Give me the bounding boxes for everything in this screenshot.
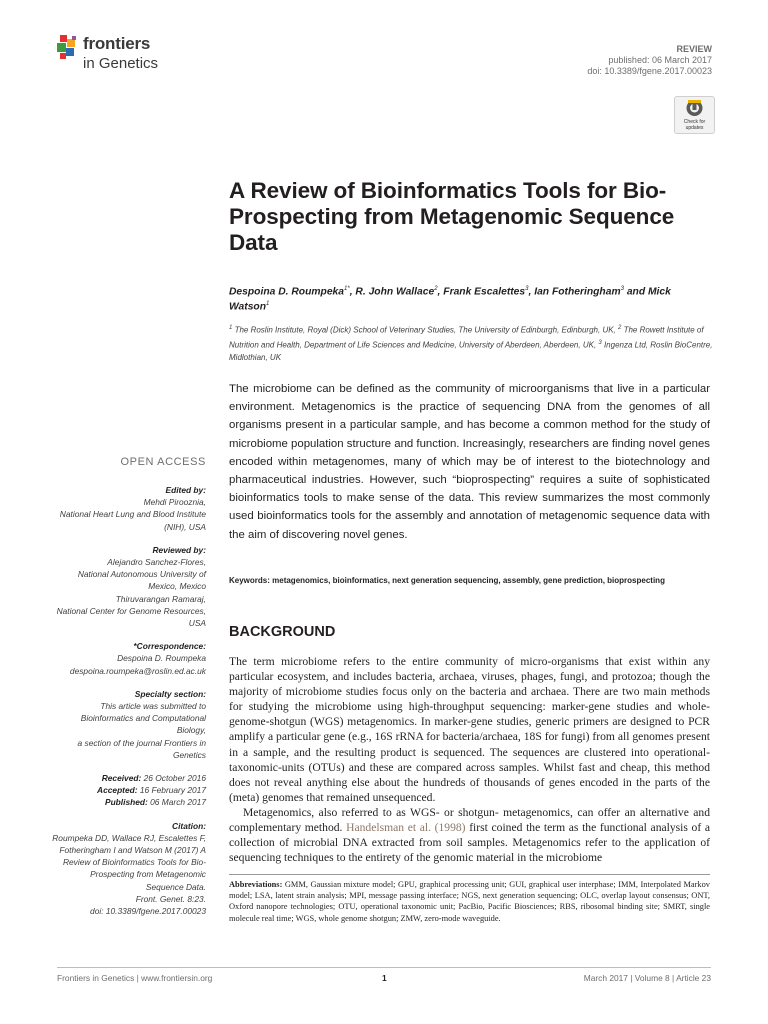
abbreviations: [229, 879, 710, 924]
journal-name-line2: in Genetics: [83, 55, 159, 72]
affil-sup: 1: [229, 325, 233, 331]
affil-sup: 2: [618, 325, 622, 331]
frontiers-logo-icon: [57, 35, 79, 61]
author-sup: 3: [525, 286, 529, 292]
author-name[interactable]: Mick Watson: [229, 286, 671, 313]
badge-line1: Check for: [683, 119, 706, 125]
author-sup: 1: [266, 301, 270, 308]
received-row: [52, 772, 206, 784]
article-sidebar: [52, 456, 206, 917]
author-separator: ,: [528, 286, 535, 298]
reviewer-affiliation: National Autonomous University of Mexico, Mexico: [77, 569, 206, 592]
keywords: [229, 575, 710, 586]
affiliation-1: The Roslin Institute, Royal (Dick) School of Veterinary Studies, The University of Edinburgh, Edinburgh, UK,: [232, 325, 618, 335]
reviewed-by-label: Reviewed by:: [152, 544, 206, 555]
abbreviations-text: GMM, Gaussian mixture model; GPU, graphical processing unit; GUI, graphical user interphase; IMM, Interpolated Markov model; LSA, latent strain analysis; MPI, message passing interface; NGS, next generation sequencing; OLC, overlap layout consensus; ONT, Oxford nanopore technologies; OTU, operational taxonomic unit; PacBio, Pacific Biosciences; RBS, ribosomal binding site; SMRT, single molecule real time; WGS, whole genome shotgun; ZMW, zero-mode waveguide.: [229, 880, 710, 923]
specialty-label: Specialty section:: [134, 688, 206, 699]
footer-divider: [57, 967, 711, 968]
journal-name-line1: frontiers: [83, 34, 151, 53]
author-sup: 3: [620, 286, 624, 292]
footer-issue: March 2017 | Volume 8 | Article 23: [583, 973, 711, 983]
author-list: [229, 283, 709, 314]
author-separator: and: [623, 286, 648, 298]
footer-journal[interactable]: Frontiers in Genetics | www.frontiersin.org: [57, 973, 213, 983]
author-name[interactable]: R. John Wallace: [355, 286, 435, 298]
abstract: The microbiome can be defined as the community of microorganisms that live in a particular environment. Metagenomics is the practice of sequencing DNA from the genomes of all organisms present in a particular sample, and has become a common method for the study of microbiome population structure and function. Increasingly, researchers are finding novel genes encoded within metagenomes, many of which may be of interest to the biotechnology and pharmaceutical industries. However, such “bioprospecting” requires a suite of sophisticated bioinformatics tools to make sense of the data. This review summarizes the most commonly used bioinformatics tools for the assembly and annotation of metagenomic sequence data with the aim of discovering novel genes.: [229, 383, 710, 541]
correspondence-name: Despoina D. Roumpeka: [117, 653, 206, 664]
abbreviations-label: Abbreviations:: [229, 880, 283, 889]
citation-journal: Front. Genet. 8:23.: [135, 893, 206, 904]
author-name[interactable]: Frank Escalettes: [443, 286, 526, 298]
badge-line2: updates: [685, 125, 704, 131]
keywords-label: Keywords:: [229, 576, 270, 585]
editor-affiliation: National Heart Lung and Blood Institute (NIH), USA: [59, 509, 206, 532]
reviewer-name: Thiruvarangan Ramaraj,: [115, 593, 206, 604]
published-date: published: 06 March 2017: [608, 55, 712, 65]
published-label: Published:: [104, 797, 148, 808]
body-paragraph-1: The term microbiome refers to the entire community of micro-organisms that exist within any particular ecosystem, and includes bacteria, archaea, viruses, phages, fungi, and protozoa; though the majority of microbiome studies focus only on the bacteria and archaea. There are two main methods for studying the microbiome using high-throughput sequencing: marker-gene studies and whole-genome-shotgun (WGS) metagenomics. In marker-gene studies, generic primers are designed to PCR amplify a particular gene (e.g., 16S rRNA for bacteria/archaea, 18S for fungi) from all genomes present in a sample, and the resulting product is sequenced. The sequences are clustered into operational-taxonomic-units (OTUs) and these are compared across samples. Whilst fast and cheap, this method does not reveal anything else about the hundreds of thousands of genes encoded in the parts of the (meta) genomes that remained unsequenced.: [229, 655, 710, 804]
body-paragraph-2: [229, 805, 710, 865]
affiliation-2: The Rowett Institute of Nutrition and Health, Department of Life Sciences and Medicine, University of Aberdeen, Aberdeen, UK,: [229, 325, 704, 350]
citation-doi[interactable]: doi: 10.3389/fgene.2017.00023: [90, 906, 206, 917]
affiliation-3: Ingenza Ltd, Roslin BioCentre, Midlothian, UK: [229, 340, 713, 363]
keywords-text: metagenomics, bioinformatics, next generation sequencing, assembly, gene prediction, bioprospecting: [269, 576, 665, 585]
accepted-label: Accepted:: [97, 785, 138, 796]
author-name[interactable]: Despoina D. Roumpeka: [229, 286, 345, 298]
edited-by-label: Edited by:: [165, 485, 206, 495]
author-name[interactable]: Ian Fotheringham: [534, 286, 621, 298]
author-separator: ,: [437, 286, 444, 298]
citation-label: Citation:: [172, 820, 206, 831]
published-row: [52, 796, 206, 808]
check-updates-icon: [675, 97, 714, 119]
reviewer-name: Alejandro Sanchez-Flores,: [107, 557, 206, 568]
author-separator: ,: [349, 286, 356, 298]
page-number: 1: [382, 973, 387, 983]
accepted-row: [52, 784, 206, 796]
received-label: Received:: [101, 773, 142, 784]
published-date-sidebar: 06 March 2017: [147, 797, 206, 808]
reviewer-affiliation: National Center for Genome Resources, USA: [56, 605, 206, 629]
footnote-divider: [229, 874, 710, 875]
affiliations: [229, 322, 714, 364]
article-title: A Review of Bioinformatics Tools for Bio-Prospecting from Metagenomic Sequence Data: [229, 178, 675, 255]
author-sup: 1*: [344, 286, 350, 292]
accepted-date: 16 February 2017: [137, 785, 206, 796]
affil-sup: 3: [598, 339, 602, 346]
specialty-journal: a section of the journal Frontiers in Genetics: [77, 737, 206, 760]
citation-text: Roumpeka DD, Wallace RJ, Escalettes F, Fotheringham I and Watson M (2017) A Review of Bioinformatics Tools for Bio-Prospecting from Metagenomic Sequence Data.: [52, 832, 206, 892]
specialty-text: This article was submitted to Bioinformatics and Computational Biology,: [80, 701, 206, 736]
doi-link[interactable]: doi: 10.3389/fgene.2017.00023: [587, 66, 712, 76]
open-access-label[interactable]: OPEN ACCESS: [120, 456, 206, 468]
section-heading: BACKGROUND: [229, 624, 336, 640]
journal-logo: [57, 33, 187, 79]
author-sup: 2: [434, 286, 438, 292]
paragraph-text: first coined the term as the functional analysis of a collection of microbial DNA extracted from soil samples. Metagenomics refer to the application of sequencing techniques to the entirety of the genomic material in the microbiome: [229, 821, 710, 865]
article-type: REVIEW: [676, 44, 712, 54]
citation-link[interactable]: Handelsman et al. (1998): [346, 821, 466, 835]
paragraph-text: Metagenomics, also referred to as WGS- or shotgun- metagenomics, can offer an alternative and complementary method.: [229, 806, 710, 835]
check-for-updates-badge[interactable]: [674, 96, 715, 134]
received-date: 26 October 2016: [141, 773, 206, 784]
editor-name: Mehdi Pirooznia,: [143, 497, 206, 508]
correspondence-label: *Correspondence:: [133, 641, 206, 652]
publication-info: [587, 44, 712, 77]
correspondence-email[interactable]: despoina.roumpeka@roslin.ed.ac.uk: [69, 665, 206, 676]
